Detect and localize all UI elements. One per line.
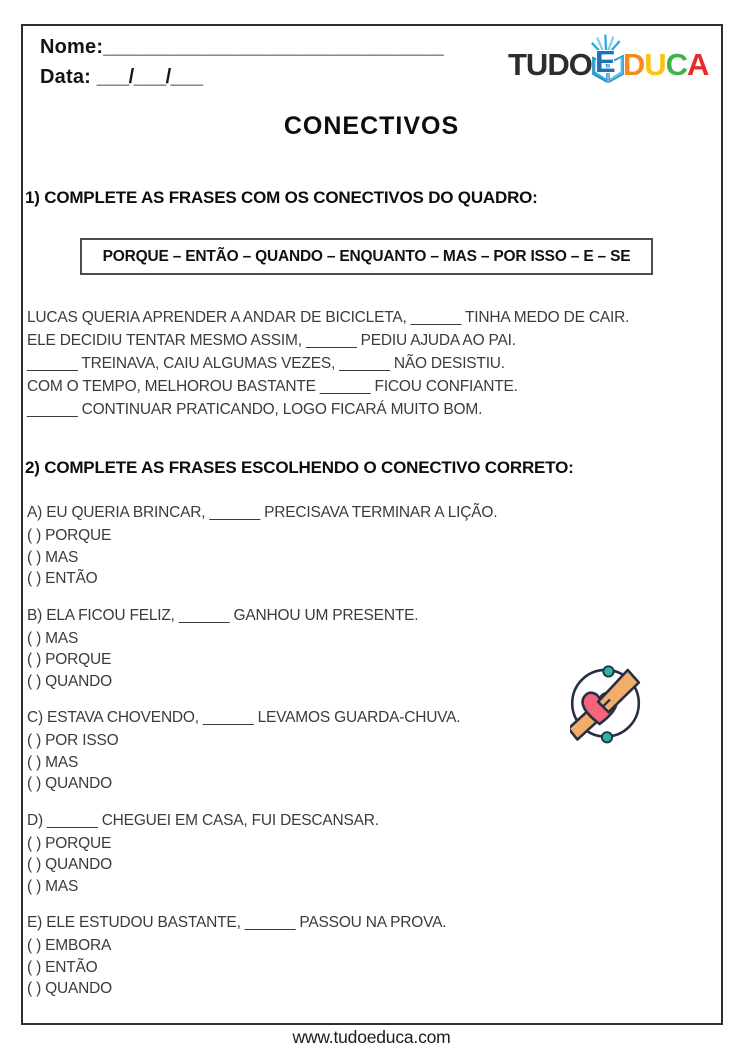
question-e — [27, 910, 497, 1000]
answer-option: ( ) QUANDO — [27, 672, 112, 690]
answer-option: ( ) PORQUE — [27, 527, 112, 544]
answer-option: ( ) QUANDO — [27, 775, 112, 792]
sentence-line: ELE DECIDIU TENTAR MESMO ASSIM, ______ PEDIU AJUDA AO PAI. — [27, 332, 516, 349]
exercise1-heading: 1) COMPLETE AS FRASES COM OS CONECTIVOS DO QUADRO: — [25, 188, 538, 207]
sentence-line: ______ CONTINUAR PRATICANDO, LOGO FICARÁ MUITO BOM. — [27, 401, 483, 418]
answer-option: ( ) PORQUE — [27, 834, 112, 852]
question-d — [27, 808, 497, 898]
exercise2-questions — [27, 500, 497, 1013]
name-label: Nome: — [40, 36, 104, 58]
question-prompt: E) ELE ESTUDOU BASTANTE, ______ PASSOU NA PROVA. — [27, 914, 447, 931]
answer-option: ( ) ENTÃO — [27, 570, 98, 587]
answer-option: ( ) MAS — [27, 753, 79, 771]
question-a — [27, 500, 497, 590]
logo-letter-a: A — [687, 47, 709, 82]
question-b — [27, 603, 497, 693]
logo-letter-d: D — [622, 47, 645, 82]
answer-option: ( ) POR ISSO — [27, 732, 119, 749]
hands-holding-heart-icon — [570, 664, 644, 744]
name-row — [40, 32, 443, 62]
worksheet-title: CONECTIVOS — [283, 112, 460, 140]
name-blank-line: ________________________________ — [103, 36, 444, 58]
answer-option: ( ) MAS — [27, 548, 79, 566]
question-prompt: D) ______ CHEGUEI EM CASA, FUI DESCANSAR. — [27, 811, 379, 829]
logo-letter-u: U — [644, 47, 666, 82]
question-c — [27, 705, 497, 795]
question-prompt: C) ESTAVA CHOVENDO, ______ LEVAMOS GUARDA-CHUVA. — [27, 709, 461, 726]
question-prompt: B) ELA FICOU FELIZ, ______ GANHOU UM PRESENTE. — [27, 606, 419, 624]
logo-letter-e: E — [595, 44, 616, 79]
exercise2-heading: 2) COMPLETE AS FRASES ESCOLHENDO O CONECTIVO CORRETO: — [25, 458, 574, 477]
logo-letter-c: C — [665, 47, 687, 82]
sentence-line: COM O TEMPO, MELHOROU BASTANTE ______ FICOU CONFIANTE. — [27, 378, 518, 395]
date-row — [40, 62, 443, 92]
answer-option: ( ) MAS — [27, 877, 79, 895]
answer-option: ( ) ENTÃO — [27, 958, 98, 976]
header-fields — [40, 32, 443, 92]
sentence-line: ______ TREINAVA, CAIU ALGUMAS VEZES, ______ NÃO DESISTIU. — [27, 355, 505, 372]
answer-option: ( ) QUANDO — [27, 856, 112, 873]
answer-option: ( ) EMBORA — [27, 937, 112, 954]
answer-option: ( ) MAS — [27, 629, 79, 647]
date-blank-line: ___/___/___ — [96, 66, 203, 88]
word-bank-box: PORQUE – ENTÃO – QUANDO – ENQUANTO – MAS – POR ISSO – E – SE — [80, 238, 653, 275]
answer-option: ( ) QUANDO — [27, 980, 112, 997]
footer-url: www.tudoeduca.com — [292, 1027, 451, 1047]
sentence-line: LUCAS QUERIA APRENDER A ANDAR DE BICICLETA, ______ TINHA MEDO DE CAIR. — [27, 309, 630, 326]
question-prompt: A) EU QUERIA BRINCAR, ______ PRECISAVA TERMINAR A LIÇÃO. — [27, 504, 498, 521]
exercise1-sentences — [27, 306, 629, 421]
logo-text-tudo: TUDO — [508, 47, 592, 82]
answer-option: ( ) PORQUE — [27, 651, 112, 668]
date-label: Data: — [40, 66, 92, 88]
